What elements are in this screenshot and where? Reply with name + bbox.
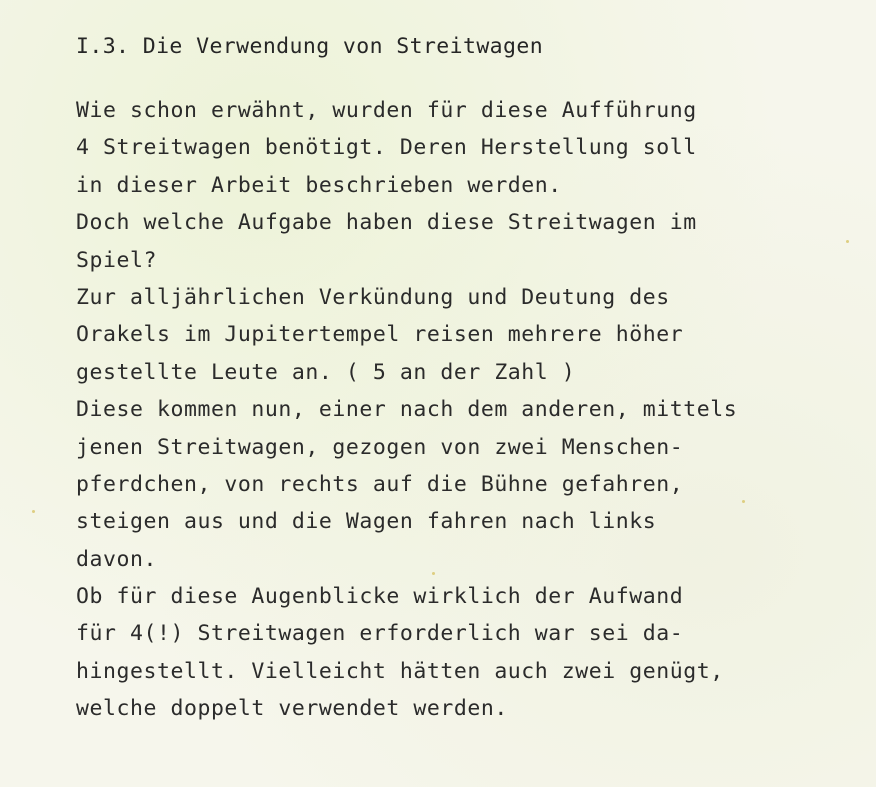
text-line: in dieser Arbeit beschrieben werden. [76,172,562,198]
text-line: pferdchen, von rechts auf die Bühne gefahren, [76,471,684,497]
text-line: Zur alljährlichen Verkündung und Deutung des [76,284,670,310]
body-text [76,92,737,728]
text-line: welche doppelt verwendet werden. [76,696,508,722]
text-line: davon. [76,546,157,572]
text-line: hingestellt. Vielleicht hätten auch zwei genügt, [76,658,724,684]
text-line: Doch welche Aufgabe haben diese Streitwagen im [76,210,697,236]
text-line: Diese kommen nun, einer nach dem anderen, mittels [76,397,738,423]
text-line: steigen aus und die Wagen fahren nach links [76,509,657,535]
text-line: Orakels im Jupitertempel reisen mehrere höher [76,322,684,348]
paper-speck [846,240,849,243]
text-line: 4 Streitwagen benötigt. Deren Herstellung soll [76,135,697,161]
paper-speck [432,572,435,575]
text-line: Wie schon erwähnt, wurden für diese Aufführung [76,98,697,123]
text-line: jenen Streitwagen, gezogen von zwei Menschen- [76,434,684,460]
section-heading: I.3. Die Verwendung von Streitwagen [76,34,544,59]
text-line: für 4(!) Streitwagen erforderlich war sei da- [76,621,684,647]
paper-speck [32,510,35,513]
text-line: Ob für diese Augenblicke wirklich der Aufwand [76,584,684,610]
paper-speck [742,500,745,503]
text-line: gestellte Leute an. ( 5 an der Zahl ) [76,359,576,385]
text-line: Spiel? [76,247,157,273]
